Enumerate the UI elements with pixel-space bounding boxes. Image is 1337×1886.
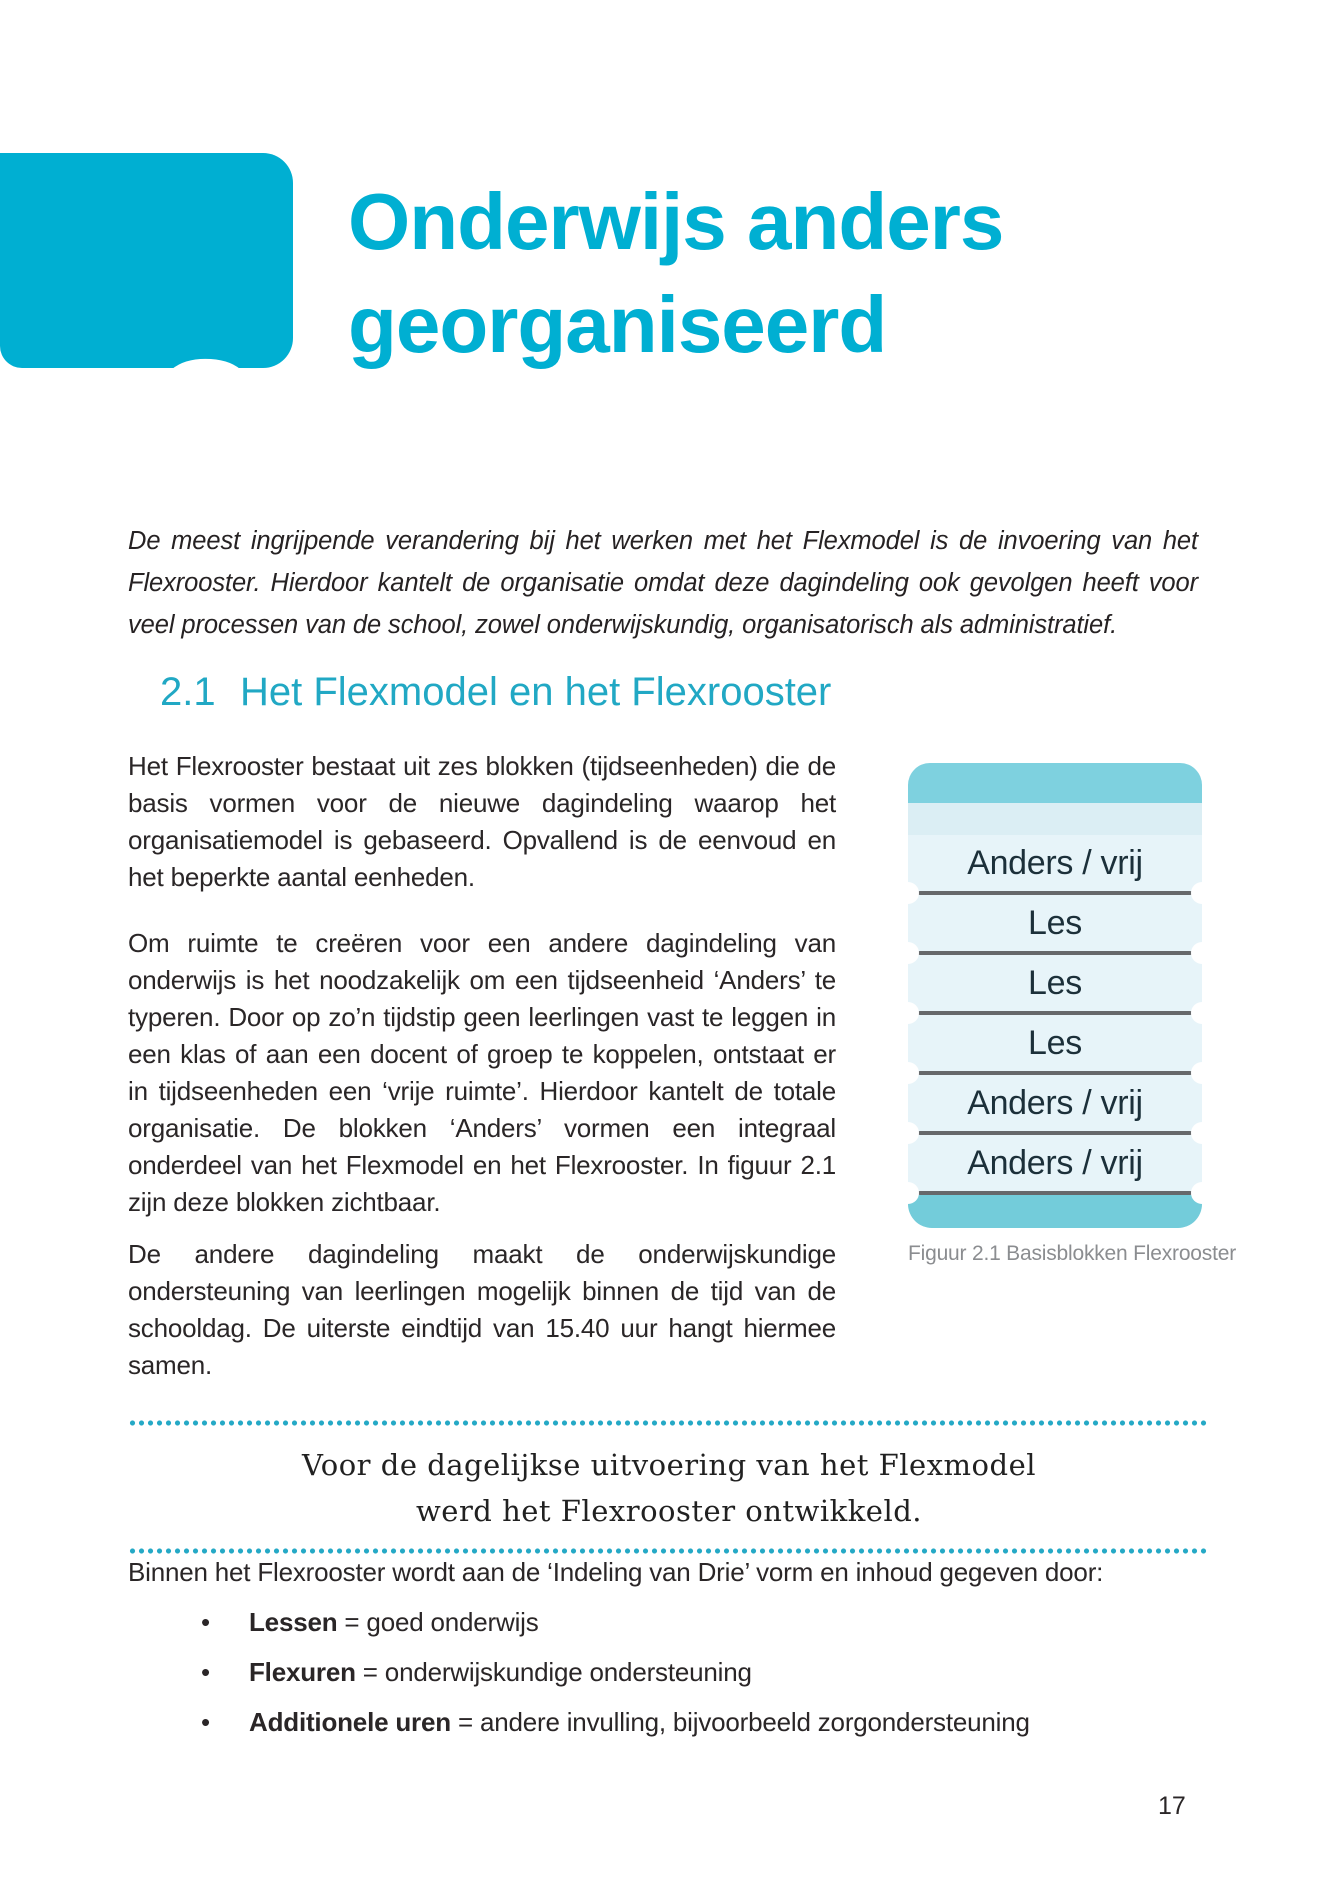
section-number: 2.1 — [160, 670, 216, 714]
divider-notch-right — [1191, 882, 1213, 904]
figure-row-divider — [908, 1191, 1202, 1195]
divider-notch-left — [897, 1182, 919, 1204]
intro-paragraph: De meest ingrijpende verandering bij het werken met het Flexmodel is de invoering van het Flexrooster. Hierdoor kantelt de organisatie omdat deze dagindeling ook gevolgen heeft voor veel processen van de school, zowel onderwijskundig, organisatorisch als administratief. — [128, 527, 1198, 639]
divider-notch-left — [897, 1122, 919, 1144]
divider-notch-right — [1191, 1182, 1213, 1204]
divider-notch-left — [897, 1062, 919, 1084]
body-paragraph-2: Om ruimte te creëren voor een andere dagindeling van onderwijs is het noodzakelijk om een tijdseenheid ‘Anders’ te typeren. Door op zo’n tijdstip geen leerlingen vast te leggen in een klas of aan een docent of groep te koppelen, ontstaat er in tijdseenheden een ‘vrije ruimte’. Hierdoor kantelt de totale organisatie. De blokken ‘Anders’ vormen een integraal onderdeel van het Flexmodel en het Flexrooster. In figuur 2.1 zijn deze blokken zichtbaar. — [128, 928, 836, 1217]
quote-line1: Voor de dagelijkse uitvoering van het Flexmodel — [301, 1448, 1037, 1482]
figure-block-row: Anders / vrij — [908, 835, 1202, 891]
list-item-text: = onderwijskundige ondersteuning — [355, 1657, 752, 1687]
bullet-icon: • — [201, 1607, 210, 1637]
quote-text — [128, 1426, 1210, 1548]
list-item-text: = andere invulling, bijvoorbeeld zorgondersteuning — [450, 1707, 1030, 1737]
quote-line2: werd het Flexrooster ontwikkeld. — [415, 1494, 923, 1528]
list-item — [128, 1702, 1220, 1742]
bullet-icon: • — [201, 1707, 210, 1737]
divider-notch-right — [1191, 942, 1213, 964]
figure-row-divider — [908, 1071, 1202, 1075]
list-item-text: = goed onderwijs — [337, 1607, 539, 1637]
figure-block-row: Les — [908, 1015, 1202, 1071]
list-item — [128, 1652, 1220, 1692]
page-number: 17 — [1158, 1792, 1186, 1820]
figure-footer-band — [908, 1195, 1202, 1228]
figure-row-divider — [908, 1011, 1202, 1015]
bullet-icon: • — [201, 1657, 210, 1687]
divider-notch-right — [1191, 1002, 1213, 1024]
figure-row-divider — [908, 891, 1202, 895]
divider-notch-right — [1191, 1062, 1213, 1084]
list-item-term: Lessen — [249, 1607, 338, 1637]
divider-line — [918, 1011, 1192, 1015]
list-item-term: Flexuren — [249, 1657, 356, 1687]
divider-line — [918, 1191, 1192, 1195]
figure-row-divider — [908, 1131, 1202, 1135]
divider-line — [918, 1071, 1192, 1075]
divider-notch-right — [1191, 1122, 1213, 1144]
divider-line — [918, 951, 1192, 955]
divider-line — [918, 891, 1192, 895]
section-title: Het Flexmodel en het Flexrooster — [240, 670, 832, 714]
figure-block-row: Les — [908, 895, 1202, 951]
figure-empty-band — [908, 803, 1202, 835]
divider-notch-left — [897, 942, 919, 964]
chapter-title — [348, 170, 1003, 376]
definition-list — [128, 1552, 1220, 1742]
body-paragraph-3: De andere dagindeling maakt de onderwijskundige ondersteuning van leerlingen mogelijk binnen de tijd van de schooldag. De uiterste eindtijd van 15.40 uur hangt hiermee samen. — [128, 1239, 836, 1380]
chapter-title-line1: Onderwijs anders — [348, 177, 1004, 266]
chapter-title-line2: georganiseerd — [348, 280, 887, 369]
divider-notch-left — [897, 882, 919, 904]
figure-header-band — [908, 763, 1202, 803]
figure-caption: Figuur 2.1 Basisblokken Flexrooster — [908, 1242, 1236, 1265]
divider-notch-left — [897, 1002, 919, 1024]
body-paragraph-1: Het Flexrooster bestaat uit zes blokken (tijdseenheden) die de basis vormen voor de nieuwe dagindeling waarop het organisatiemodel is gebaseerd. Opvallend is de eenvoud en het beperkte aantal eenheden. — [128, 751, 836, 892]
quote-block — [128, 1420, 1210, 1554]
figure-row-divider — [908, 951, 1202, 955]
figure-block-row: Anders / vrij — [908, 1075, 1202, 1131]
list-item — [128, 1602, 1220, 1642]
section-heading — [160, 670, 831, 714]
divider-line — [918, 1131, 1192, 1135]
chapter-number-box — [0, 153, 293, 546]
figure-flexrooster-blocks — [908, 763, 1202, 1228]
list-intro: Binnen het Flexrooster wordt aan de ‘Indeling van Drie’ vorm en inhoud gegeven door: — [128, 1557, 1104, 1587]
figure-block-row: Les — [908, 955, 1202, 1011]
list-item-term: Additionele uren — [249, 1707, 451, 1737]
figure-block-row: Anders / vrij — [908, 1135, 1202, 1191]
chapter-number: 2 — [148, 317, 263, 546]
